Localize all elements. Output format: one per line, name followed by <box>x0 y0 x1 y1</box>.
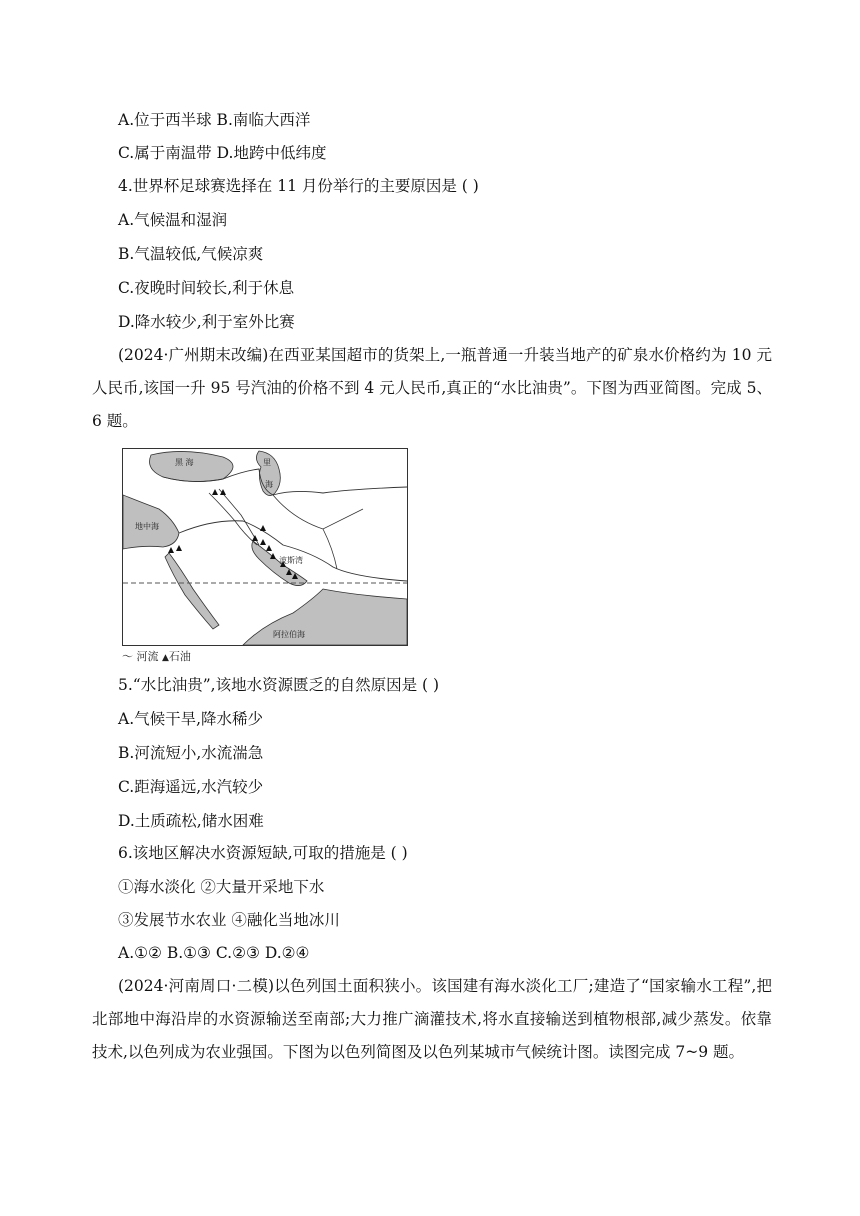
label-black-sea: 黑 海 <box>175 458 194 467</box>
q4-option-b: B.气温较低,气候凉爽 <box>118 245 264 263</box>
q4-option-a: A.气候温和湿润 <box>118 211 228 229</box>
q3-option-row-2: C.属于南温带 D.地跨中低纬度 <box>118 144 327 162</box>
q6-options: A.①② B.①③ C.②③ D.②④ <box>118 944 310 962</box>
west-asia-map-svg <box>123 449 407 645</box>
q4-option-d: D.降水较少,利于室外比赛 <box>118 313 295 331</box>
passage-west-asia: (2024·广州期末改编)在西亚某国超市的货架上,一瓶普通一升装当地产的矿泉水价格约为 10 元人民币,该国一升 95 号汽油的价格不到 4 元人民币,真正的“水比油贵”。下图为西亚简图。完成 5、6 题。 <box>92 346 772 430</box>
q6-item-row-1: ①海水淡化 ②大量开采地下水 <box>118 878 325 896</box>
q4-stem: 4.世界杯足球赛选择在 11 月份举行的主要原因是 ( ) <box>118 177 479 195</box>
q6-stem: 6.该地区解决水资源短缺,可取的措施是 ( ) <box>118 844 408 862</box>
river-legend-icon: 〜 <box>122 650 133 663</box>
legend-river-label: 河流 <box>136 650 159 663</box>
oil-legend-icon: ▲ <box>162 653 169 663</box>
q5-option-c: C.距海遥远,水汽较少 <box>118 778 264 796</box>
west-asia-map <box>122 448 408 646</box>
q5-option-b: B.河流短小,水流湍急 <box>118 744 264 762</box>
label-caspian-2: 海 <box>265 480 273 489</box>
q5-option-a: A.气候干旱,降水稀少 <box>118 710 264 728</box>
q6-item-row-2: ③发展节水农业 ④融化当地冰川 <box>118 911 340 929</box>
label-persian-gulf: 波斯湾 <box>279 556 303 565</box>
passage-israel: (2024·河南周口·二模)以色列国土面积狭小。该国建有海水淡化工厂;建造了“国家输水工程”,把北部地中海沿岸的水资源输送至南部;大力推广滴灌技术,将水直接输送到植物根部,减少蒸发。依靠技术,以色列成为农业强国。下图为以色列简图及以色列某城市气候统计图。读图完成 7~9 题。 <box>92 977 772 1061</box>
label-arabian-sea: 阿拉伯海 <box>273 630 305 639</box>
q5-option-d: D.土质疏松,储水困难 <box>118 812 264 830</box>
legend-oil-label: 石油 <box>168 650 191 663</box>
q5-stem: 5.“水比油贵”,该地水资源匮乏的自然原因是 ( ) <box>118 676 440 694</box>
label-mediterranean: 地中海 <box>135 522 159 531</box>
map-legend <box>122 648 191 664</box>
q3-option-row-1: A.位于西半球 B.南临大西洋 <box>118 111 311 129</box>
label-caspian-1: 里 <box>263 458 271 467</box>
q4-option-c: C.夜晚时间较长,利于休息 <box>118 279 295 297</box>
